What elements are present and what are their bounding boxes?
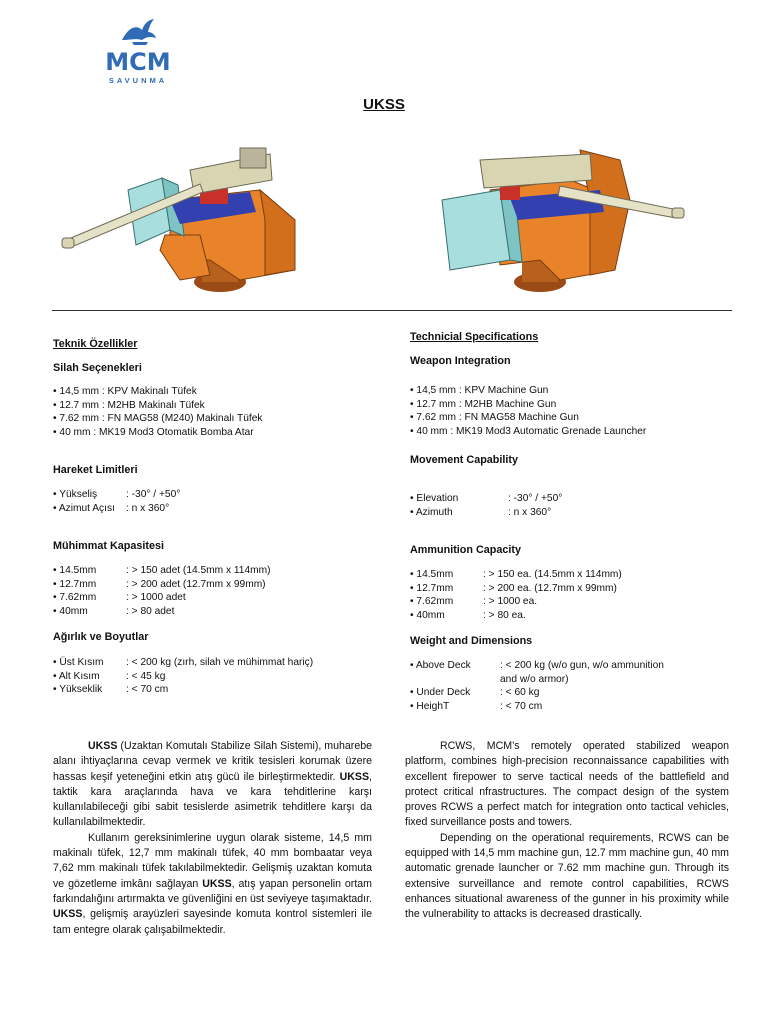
list-item: • 40 mm : MK19 Mod3 Otomatik Bomba Atar xyxy=(53,426,254,438)
turret-render-left xyxy=(60,140,310,305)
right-ammo-heading: Ammunition Capacity xyxy=(410,544,521,556)
right-weapons-heading: Weapon Integration xyxy=(410,355,511,367)
right-movement-heading: Movement Capability xyxy=(410,454,518,466)
list-item: • 40 mm : MK19 Mod3 Automatic Grenade Launcher xyxy=(410,425,647,437)
list-item: • 14,5 mm : KPV Machine Gun xyxy=(410,385,549,396)
list-item: • 12.7 mm : M2HB Makinalı Tüfek xyxy=(53,399,205,411)
turret-render-right xyxy=(440,140,690,305)
list-item: • 12.7 mm : M2HB Machine Gun xyxy=(410,398,557,410)
left-main-heading: Teknik Özellikler xyxy=(53,338,138,350)
eagle-logo-icon xyxy=(118,18,158,46)
right-paragraph-2: Depending on the operational requirements, RCWS can be equipped with 14,5 mm machine gun, 12.7 mm machine gun, 40 mm automatic grenade launcher or 7.62 mm machine gun. Through its extensive surveillance and remote control capabilities, RCWS enhances situational awareness of the gunner in his proximity while the vulnerability to attacks is decreased drastically. xyxy=(405,831,729,921)
right-description xyxy=(405,739,729,923)
section-divider xyxy=(52,310,732,311)
left-weapons-list xyxy=(53,385,262,439)
list-item: • 7.62 mm : FN MAG58 Machine Gun xyxy=(410,412,579,423)
right-weapons-list xyxy=(410,384,646,438)
left-description xyxy=(53,739,372,938)
mcm-savunma-logo xyxy=(98,18,178,86)
left-ammo-heading: Mühimmat Kapasitesi xyxy=(53,540,164,552)
right-paragraph-1: RCWS, MCM’s remotely operated stabilized weapon platform, combines high-precision reconnaissance capabilities with excellent firepower to serve tactical needs of the battlefield and protect critical nfrastructures. The compact design of the system proves RCWS a perfect match for integration onto tactical vehicles, fixed surveillance posts and towers. xyxy=(405,740,729,829)
document-title: UKSS xyxy=(363,96,405,113)
right-weight-heading: Weight and Dimensions xyxy=(410,635,533,647)
right-main-heading: Technicial Specifications xyxy=(410,331,539,343)
logo-wordmark: MCM xyxy=(105,48,171,76)
left-paragraph-1: UKSS (Uzaktan Komutalı Stabilize Silah Sistemi), muharebe alanı ihtiyaçlarına cevap vermek ve kritik tesisleri korumak üzere hassas keşif yeteneğini etkin atış gücü ile birleştirmektedir. UKSS, taktik kara araçlarında hava ve kara tehditlerine karşı kullanılabileceği gibi sabit tesislerde asimetrik tehditlere karşı da kullanılabilmektedir. xyxy=(53,740,372,829)
left-movement-heading: Hareket Limitleri xyxy=(53,464,138,476)
left-paragraph-2: Kullanım gereksinimlerine uygun olarak sisteme, 14,5 mm makinalı tüfek, 12,7 mm makinalı tüfek, 40 mm bombaatar veya 7,62 mm makinalı tüfek takılabilmektedir. Gelişmiş uzaktan komuta ve gözetleme imkânı sağlayan UKSS, atış yapan personelin ortam farkındalığını artırmakta ve güvenliğini en üst seviyeye taşımaktadır. UKSS, gelişmiş arayüzleri sayesinde komuta kontrol sistemleri ile tam entegre olarak çalışabilmektedir. xyxy=(53,831,372,936)
list-item: • 7.62 mm : FN MAG58 (M240) Makinalı Tüfek xyxy=(53,413,263,424)
logo-subtitle: SAVUNMA xyxy=(108,76,168,85)
left-weight-heading: Ağırlık ve Boyutlar xyxy=(53,631,149,643)
left-weapons-heading: Silah Seçenekleri xyxy=(53,362,142,374)
list-item: • 14,5 mm : KPV Makinalı Tüfek xyxy=(53,386,197,397)
